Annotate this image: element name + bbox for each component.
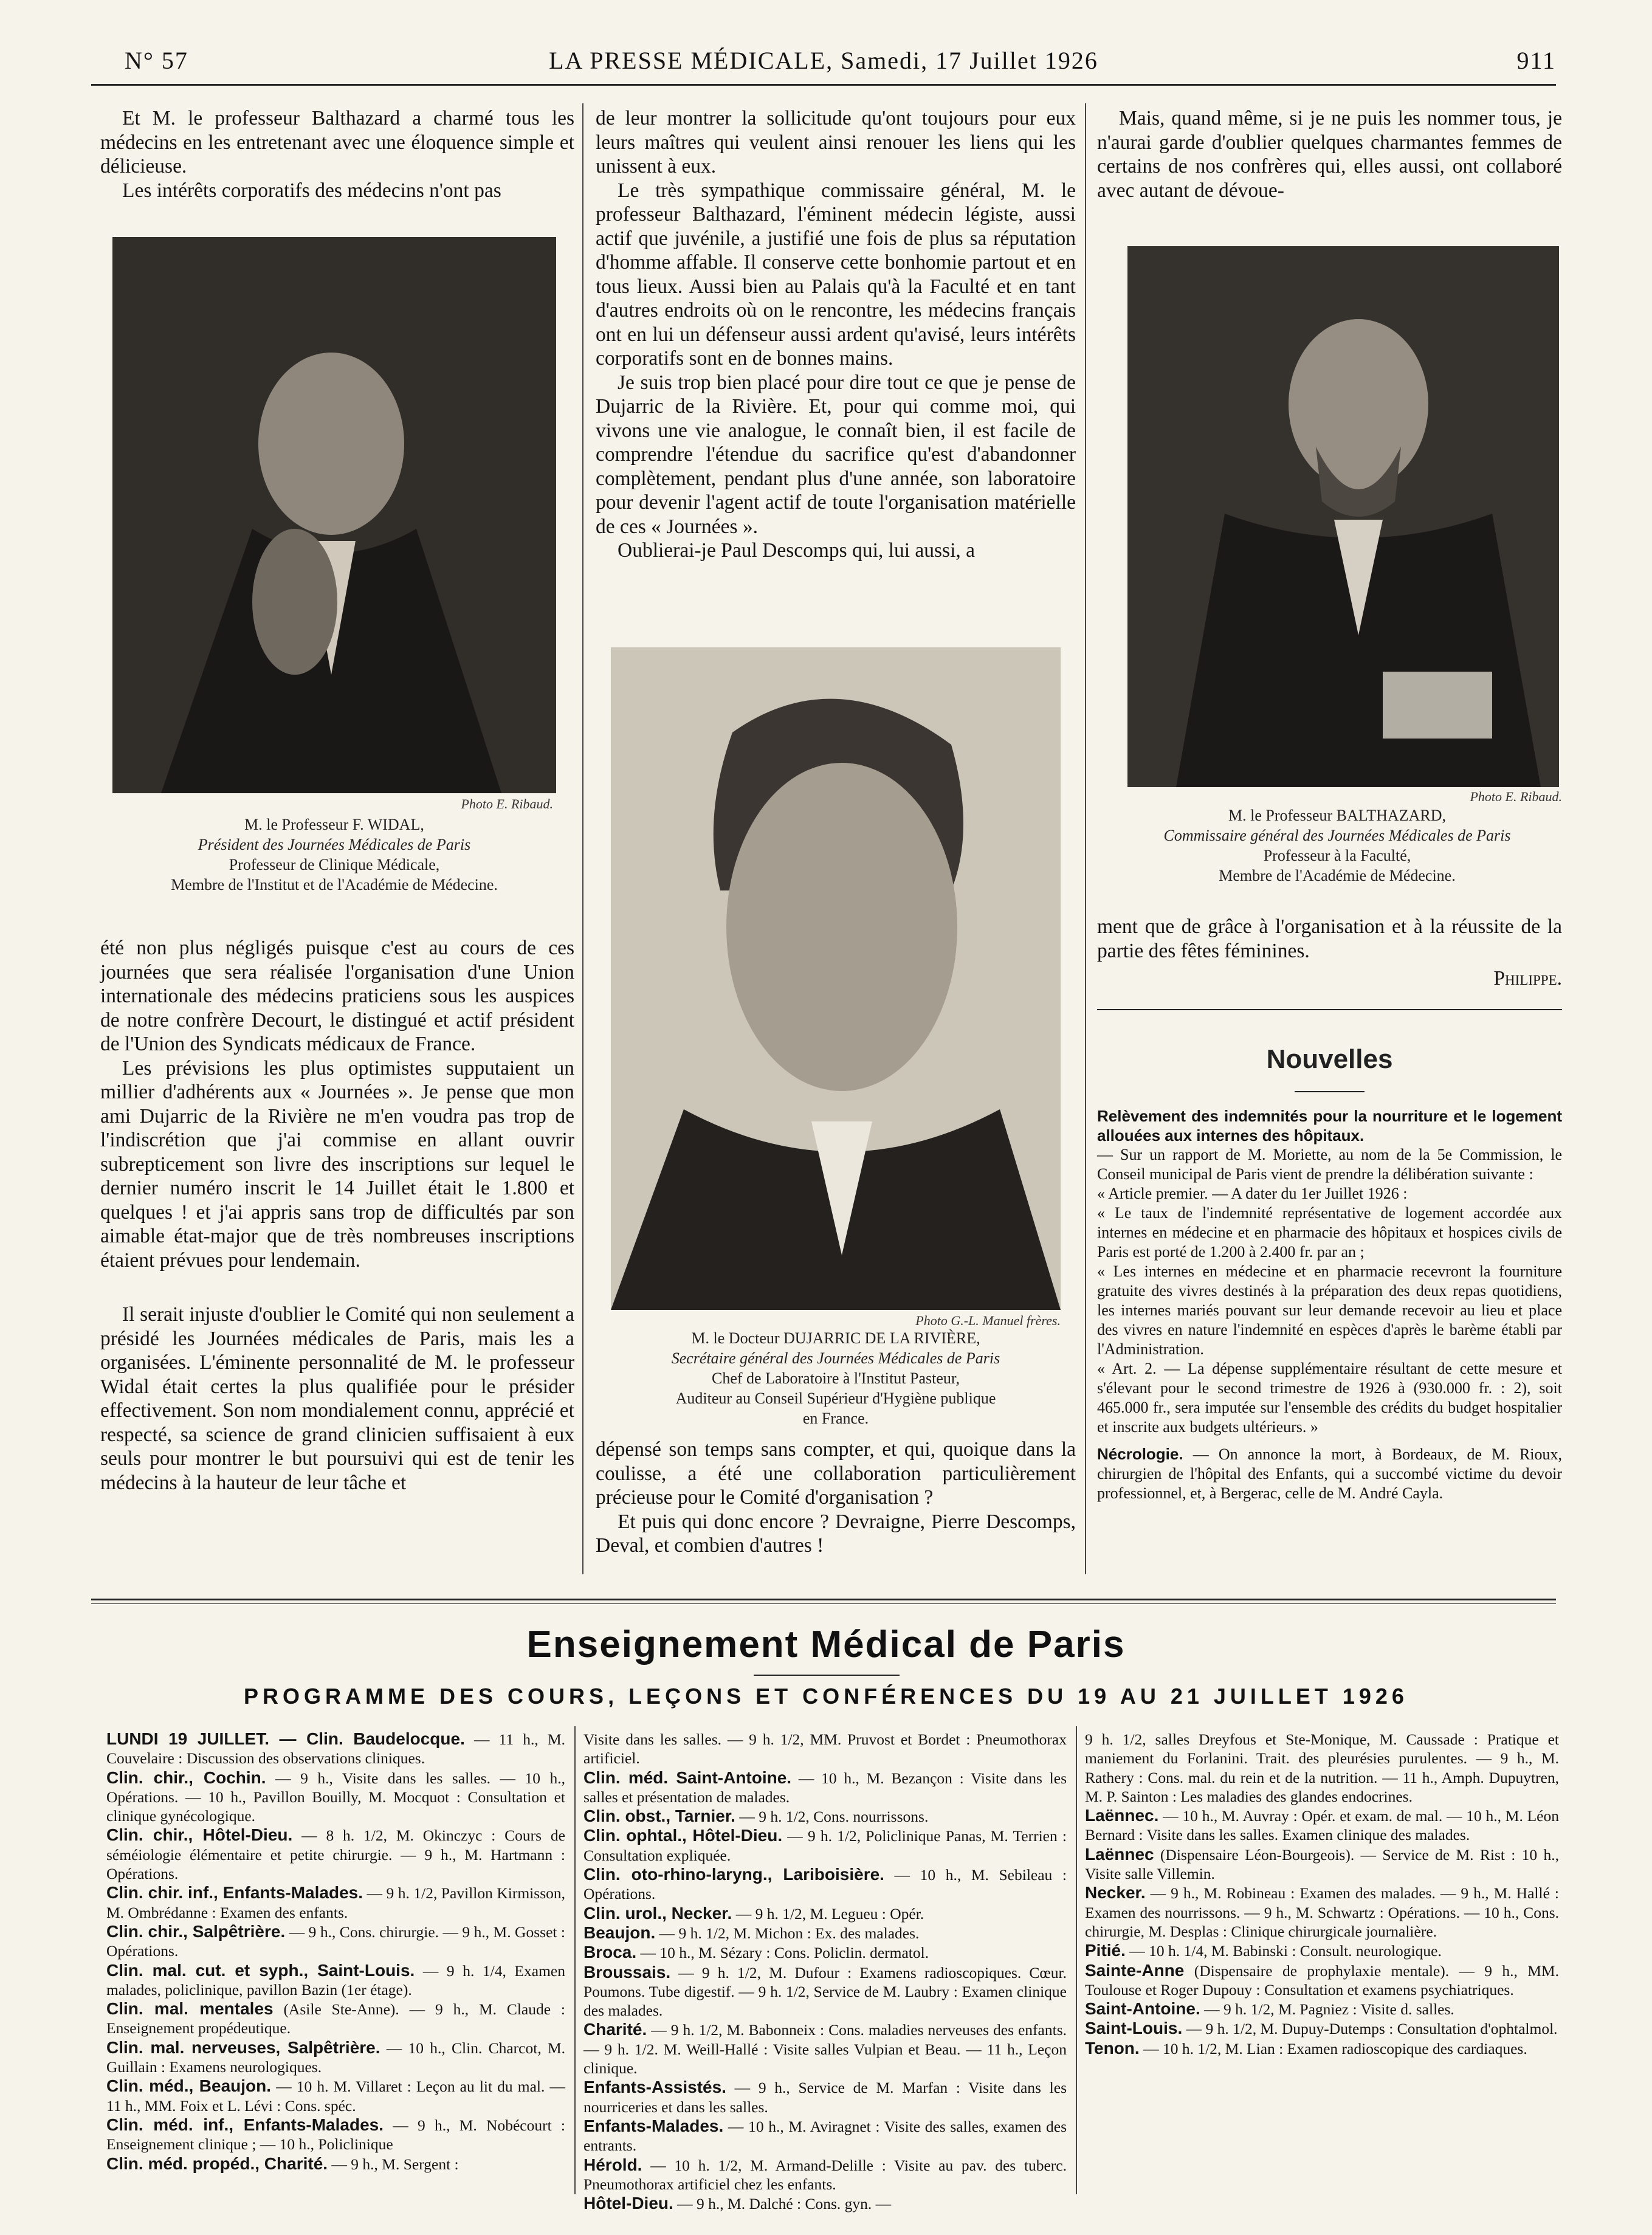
caption-widal (106, 814, 562, 895)
program-entry (1085, 1883, 1559, 1941)
paragraph: Et M. le professeur Balthazard a charmé tous les médecins en les entretenant avec une éloquence simple et délicieuse. (100, 107, 574, 177)
program-entry-text: — 10 h., Clin. Charcot, M. Guillain : Examens neurologiques. (106, 2039, 565, 2076)
photo-dujarric (611, 647, 1061, 1310)
program-entry-text: — 9 h. 1/2, M. Pagniez : Visite d. salles. (1200, 2000, 1454, 2019)
program-entry (106, 1768, 565, 1826)
program-entry (583, 1806, 1067, 1826)
program-entry-lead: Enfants-Malades. (583, 2116, 724, 2135)
program-entry-lead: Clin. urol., Necker. (583, 1903, 732, 1923)
paragraph: de leur montrer la sollicitude qu'ont toujours pour eux leurs maîtres qui veulent ainsi renouer les liens qui les unissent à eux. (596, 107, 1076, 177)
program-entry (583, 1826, 1067, 1865)
program-entry-lead: Hérold. (583, 2155, 642, 2174)
column-3-bottom (1097, 915, 1562, 991)
news-headline: Relèvement des indemnités pour la nourriture et le logement allouées aux internes des hôpitaux. (1097, 1107, 1562, 1145)
program-entry-lead: Sainte-Anne (1085, 1960, 1185, 1980)
paragraph: Il serait injuste d'oublier le Comité qui non seulement a présidé les Journées médicales de Paris, mais les a organisées. L'éminente personnalité de M. le professeur Widal était certes la plus qualifiée pour le présider effectivement. Son nom mondialement connu, apprécié et respecté, sa science de grand clinicien suffisaient à eux seuls pour montrer le but poursuivi qui est de tenir les médecins à la hauteur de leur tâche et (100, 1303, 574, 1494)
program-entry-text: — 10 h. 1/2, M. Armand-Delille : Visite au pav. des tuberc. Pneumothorax artificiel chez les enfants. (583, 2156, 1067, 2193)
photo-widal (112, 237, 556, 793)
program-entry (583, 1963, 1067, 2020)
nouvelles-rule (1097, 1009, 1562, 1010)
program-entry-lead: Broca. (583, 1943, 637, 1962)
issue-number: N° 57 (125, 47, 188, 74)
program-entry-text: — 9 h. 1/2, Policlinique Panas, M. Terrien : Consultation expliquée. (583, 1827, 1067, 1864)
paragraph: été non plus négligés puisque c'est au cours de ces journées que sera réalisée l'organisation d'une Union internationale des médecins praticiens sous les auspices de notre confrère Decourt, le distingué et actif président de l'Union des Syndicats médicaux de France. (100, 937, 574, 1055)
program-entry-lead: Pitié. (1085, 1941, 1126, 1960)
column-2-bottom (596, 1438, 1076, 1558)
program-entry-text: (Dispensaire de prophylaxie mentale). — 9 h., MM. Toulouse et Roger Dupouy : Consultation et examens psychiatriques. (1085, 1961, 1559, 1999)
paragraph: Je suis trop bien placé pour dire tout ce que je pense de Dujarric de la Rivière. Et, pour qui comme moi, qui vivons une vie analogue, le connaît bien, il est facile de comprendre l'étendue du sacrifice qu'est d'abandonner complètement, pendant plus d'une année, son laboratoire pour devenir l'agent actif de toute l'organisation matérielle de ces « Journées ». (596, 371, 1076, 538)
program-entry-text: — 8 h. 1/2, M. Okinczyc : Cours de séméiologie élémentaire et petite chirurgie. — 9 h., M. Hartmann : Opérations. (106, 1827, 565, 1883)
program-entry-text: — 9 h., M. Robineau : Examen des malades. — 9 h., M. Hallé : Examen des nourrissons. — 9 h., M. Schwartz : Opérations. — 10 h., Cons. chirurgie, M. Desplas : Clinique chirurgicale journalière. (1085, 1884, 1559, 1940)
program-entry-text: Visite dans les salles. — 9 h. 1/2, MM. Pruvost et Bordet : Pneumothorax artificiel. (583, 1730, 1067, 1768)
program-entry-lead: Clin. méd., Beaujon. (106, 2076, 272, 2096)
prog-column-rule-1 (574, 1726, 576, 2194)
program-entry-text: — 9 h., M. Sergent : (328, 2155, 459, 2173)
program-entry (583, 2116, 1067, 2155)
program-entry (1085, 2019, 1559, 2038)
program-entry-lead: Clin. ophtal., Hôtel-Dieu. (583, 1826, 783, 1845)
program-entry-text: — 9 h., Service de M. Marfan : Visite dans les nourriceries et dans les salles. (583, 2079, 1067, 2116)
program-entry-lead: Clin. obst., Tarnier. (583, 1806, 735, 1826)
column-1-bottom (100, 936, 574, 1495)
caption-role: Président des Journées Médicales de Paris (198, 836, 471, 853)
program-entry-text: — 10 h. M. Villaret : Leçon au lit du mal. — 11 h., MM. Foix et L. Lévi : Cons. spéc. (106, 2078, 565, 2115)
news-text: « Art. 2. — La dépense supplémentaire résultant de cette mesure et s'élevant pour le second trimestre de 1926 à (930.000 fr. : 2), soit 465.000 fr., sera imputée sur l'ensemble des crédits du budget hospitalier et inscrite aux budgets ultérieurs. » (1097, 1360, 1562, 1436)
program-entry (1085, 1961, 1559, 2000)
program-entry-text: — 11 h., M. Couvelaire : Discussion des observations cliniques. (106, 1730, 565, 1768)
enseignement-title: Enseignement Médical de Paris (526, 1624, 1126, 1665)
program-entry (1085, 1806, 1559, 1845)
program-entry-text: — 9 h., M. Dalché : Cons. gyn. — (673, 2195, 892, 2213)
program-entry (583, 2020, 1067, 2078)
photo-credit-balthazard: Photo E. Ribaud. (1470, 789, 1562, 804)
news-item-necrologie (1097, 1444, 1562, 1503)
caption-name: M. le Docteur DUJARRIC DE LA RIVIÈRE, (691, 1329, 980, 1347)
program-entry-lead: Clin. mal. cut. et syph., Saint-Louis. (106, 1960, 415, 1980)
section-rule-top-2 (91, 1603, 1556, 1604)
paragraph: Les intérêts corporatifs des médecins n'ont pas (122, 179, 501, 202)
caption-line: Professeur de Clinique Médicale, (229, 856, 440, 873)
news-text: « Le taux de l'indemnité représentative de logement accordée aux internes en médecine et en pharmacie des hôpitaux et hospices civils de Paris est porté de 1.200 à 2.400 fr. par an ; (1097, 1204, 1562, 1261)
news-text: — Sur un rapport de M. Moriette, au nom de la 5e Commission, le Conseil municipal de Paris vient de prendre la délibération suivante : (1097, 1146, 1562, 1183)
section-rule-top (91, 1599, 1556, 1600)
program-entry-text: (Dispensaire Léon-Bourgeois). — Service de M. Rist : 10 h., Visite salle Villemin. (1085, 1845, 1559, 1883)
program-entry-lead: Tenon. (1085, 2038, 1140, 2058)
program-entry-text: 9 h. 1/2, salles Dreyfous et Ste-Monique, M. Caussade : Pratique et maniement du Forlanini. Trait. des pleurésies purulentes. — 9 h., M. Rathery : Cons. mal. du rein et de la nutrition. — 11 h., Amph. Dupuytren, M. P. Sainton : Les maladies des glandes endocrines. (1085, 1730, 1559, 1805)
caption-line: Membre de l'Institut et de l'Académie de Médecine. (171, 876, 498, 894)
program-entry (583, 1923, 1067, 1943)
nouvelles-title: Nouvelles (1266, 1044, 1393, 1074)
paragraph: dépensé son temps sans compter, et qui, quoique dans la coulisse, a été une collaboration particulièrement précieuse pour le Comité d'organisation ? (596, 1438, 1076, 1509)
program-entry-lead: Clin. mal. mentales (106, 1999, 274, 2019)
program-entry-lead: Clin. méd. propéd., Charité. (106, 2154, 328, 2173)
enseignement-subtitle: PROGRAMME DES COURS, LEÇONS ET CONFÉRENCES DU 19 AU 21 JUILLET 1926 (244, 1684, 1408, 1709)
program-entry-text: (Asile Ste-Anne). — 9 h., M. Claude : Enseignement propédeutique. (106, 2000, 566, 2037)
program-entry (583, 1729, 1067, 1768)
program-entry-lead: Clin. chir. inf., Enfants-Malades. (106, 1883, 363, 1903)
paragraph: ment que de grâce à l'organisation et à la réussite de la partie des fêtes féminines. (1097, 915, 1562, 962)
program-entry (106, 1999, 565, 2038)
program-entry-text: — 9 h., Cons. chirurgie. — 9 h., M. Gosset : Opérations. (106, 1923, 566, 1960)
program-entry (106, 1961, 565, 2000)
program-entry-text: — 10 h., M. Sebileau : Opérations. (583, 1866, 1067, 1903)
program-entry-text: — 9 h. 1/2, M. Michon : Ex. des malades. (655, 1924, 920, 1942)
program-entry-text: — 9 h., Visite dans les salles. — 10 h., Opérations. — 10 h., Pavillon Bouilly, M. Mocquot : Consultation et clinique gynécologique. (106, 1769, 566, 1825)
program-column-2 (583, 1729, 1067, 2213)
author-signature: Philippe. (1493, 967, 1562, 990)
caption-line: Chef de Laboratoire à l'Institut Pasteur, (712, 1369, 960, 1387)
program-entry-text: — 10 h., M. Sézary : Cons. Policlin. dermatol. (636, 1944, 929, 1962)
program-entry-text: — 9 h. 1/2, Cons. nourrissons. (735, 1808, 929, 1826)
program-entry (1085, 1729, 1559, 1806)
paragraph: Les prévisions les plus optimistes supputaient un millier d'adhérents aux « Journées ». Je pense que mon ami Dujarric de la Rivière ne m'en voudra pas trop de l'indiscrétion que j'ai commise en allant ouvrir subrepticement son livre des inscriptions sur lequel le dernier numéro inscrit le 14 Juillet était le 1.800 et quelques ! et j'ai appris sans trop de difficultés par son aimable état-major que de très nombreuses inscriptions étaient prévues pour lendemain. (100, 1056, 574, 1272)
program-entry (106, 1729, 565, 1768)
program-entry-text: — 9 h. 1/2, M. Dupuy-Dutemps : Consultation d'ophtalmol. (1182, 2020, 1558, 2038)
program-entry-text: — 9 h. 1/2, M. Legueu : Opér. (732, 1904, 924, 1923)
program-entry (583, 2155, 1067, 2194)
program-entry (583, 1943, 1067, 1962)
program-entry (106, 2038, 565, 2077)
caption-balthazard (1106, 805, 1568, 886)
program-entry-lead: Charité. (583, 2020, 647, 2039)
program-entry (583, 2194, 1067, 2213)
program-entry-lead: Clin. oto-rhino-laryng., Lariboisière. (583, 1865, 884, 1884)
program-entry-text: — 9 h. 1/2, Pavillon Kirmisson, M. Ombrédanne : Examen des enfants. (106, 1884, 565, 1921)
news-text: « Les internes en médecine et en pharmacie recevront la fourniture gratuite des vivres destinés à la préparation des deux repas quotidiens, les internes mariés pouvant sur leur demande recevoir au lieu et place des vivres en nature l'indemnité en espèces d'après le barème établi par l'Administration. (1097, 1262, 1562, 1358)
program-entry-lead: Beaujon. (583, 1923, 656, 1942)
journal-title: LA PRESSE MÉDICALE, Samedi, 17 Juillet 1926 (549, 47, 1098, 74)
program-entry-text: — 10 h., M. Bezançon : Visite dans les salles et présentation de malades. (583, 1769, 1067, 1806)
column-2-top (596, 106, 1076, 563)
program-entry (106, 1825, 565, 1883)
program-entry-lead: Enfants-Assistés. (583, 2078, 726, 2097)
paragraph: Et puis qui donc encore ? Devraigne, Pierre Descomps, Deval, et combien d'autres ! (596, 1510, 1076, 1557)
column-rule-1 (582, 103, 583, 1574)
program-entry (106, 2115, 565, 2154)
paragraph: Oublierai-je Paul Descomps qui, lui aussi, a (618, 539, 976, 562)
paragraph: Le très sympathique commissaire général, M. le professeur Balthazard, l'éminent médecin légiste, aussi actif que juvénile, a justifié une fois de plus sa réputation d'homme affable. Il conserve cette bonhomie partout et en tous lieux. Aussi bien au Palais qu'à la Faculté et en tant d'autres endroits où on le rencontre, les médecins français ont en lui un défenseur aussi ardent qu'avisé, leurs intérêts corporatifs sont en de bonnes mains. (596, 179, 1076, 370)
program-entry-text: — 10 h. 1/4, M. Babinski : Consult. neurologique. (1125, 1942, 1442, 1960)
caption-role: Secrétaire général des Journées Médicales de Paris (671, 1349, 1000, 1367)
program-entry (583, 1904, 1067, 1923)
program-entry-text: — 9 h. 1/2, M. Babonneix : Cons. maladies nerveuses des enfants. — 9 h. 1/2. M. Weill-Hallé : Visite salles Vulpian et Beau. — 11 h., Leçon clinique. (583, 2021, 1067, 2078)
program-entry-lead: Clin. chir., Salpêtrière. (106, 1921, 286, 1941)
program-entry (1085, 1999, 1559, 2019)
enseignement-title-underline (754, 1675, 900, 1676)
program-entry-lead: Saint-Louis. (1085, 2019, 1183, 2038)
program-entry (1085, 1941, 1559, 1960)
news-text: « Article premier. — A dater du 1er Juillet 1926 : (1097, 1185, 1408, 1202)
program-entry-lead: Broussais. (583, 1962, 671, 1982)
program-entry (1085, 1845, 1559, 1884)
page-header (91, 41, 1556, 86)
program-entry (583, 1768, 1067, 1807)
column-1-top (100, 106, 574, 202)
column-rule-2 (1085, 103, 1086, 1574)
caption-line: Auditeur au Conseil Supérieur d'Hygiène publique (675, 1390, 996, 1407)
program-entry-text: — 10 h., M. Aviragnet : Visite des salles, examen des entrants. (583, 2117, 1067, 2155)
caption-role: Commissaire général des Journées Médicales de Paris (1163, 827, 1511, 844)
program-entry-lead: Clin. chir., Cochin. (106, 1768, 266, 1787)
photo-credit-dujarric: Photo G.-L. Manuel frères. (915, 1313, 1061, 1328)
program-entry (106, 1883, 565, 1922)
program-entry-lead: Laënnec. (1085, 1806, 1159, 1825)
program-entry-lead: Laënnec (1085, 1844, 1154, 1864)
program-entry (106, 2076, 565, 2115)
nouvelles-body (1097, 1106, 1562, 1503)
program-entry (106, 1922, 565, 1961)
caption-line: Professeur à la Faculté, (1263, 847, 1411, 864)
program-column-1 (106, 1729, 565, 2174)
program-entry-text: — 10 h., M. Auvray : Opér. et exam. de mal. — 10 h., M. Léon Bernard : Visite dans les salles. Examen clinique des malades. (1085, 1807, 1559, 1844)
program-entry-lead: Clin. méd. inf., Enfants-Malades. (106, 2115, 384, 2134)
program-entry-lead: Clin. chir., Hôtel-Dieu. (106, 1825, 293, 1845)
program-entry-lead: Necker. (1085, 1883, 1146, 1903)
news-text: — On annonce la mort, à Bordeaux, de M. Rioux, chirurgien de l'hôpital des Enfants, qui a succombé victime du devoir professionnel, et, à Bergerac, celle de M. André Cayla. (1097, 1445, 1563, 1502)
caption-line: en France. (802, 1410, 869, 1427)
program-entry-lead: LUNDI 19 JUILLET. — Clin. Baudelocque. (106, 1729, 465, 1748)
photo-credit-widal: Photo E. Ribaud. (461, 796, 553, 811)
program-entry (583, 2078, 1067, 2116)
program-entry (1085, 2039, 1559, 2058)
column-3-top (1097, 106, 1562, 202)
caption-line: Membre de l'Académie de Médecine. (1219, 867, 1456, 884)
program-entry (106, 2154, 565, 2174)
photo-balthazard (1127, 246, 1559, 787)
program-entry-text: — 9 h. 1/4, Examen malades, policlinique, pavillon Bazin (1er étage). (106, 1961, 565, 1999)
caption-dujarric (605, 1328, 1067, 1428)
program-entry-lead: Saint-Antoine. (1085, 1999, 1200, 2019)
program-entry-lead: Hôtel-Dieu. (583, 2194, 673, 2213)
caption-name: M. le Professeur F. WIDAL, (244, 816, 424, 833)
paragraph: Mais, quand même, si je ne puis les nommer tous, je n'aurai garde d'oublier quelques charmantes femmes de certains de nos confrères qui, elles aussi, ont collaboré avec autant de dévoue- (1097, 107, 1562, 202)
program-entry-text: — 9 h. 1/2, M. Dufour : Examens radioscopiques. Cœur. Poumons. Tube digestif. — 9 h. 1/2, Service de M. Laubry : Examen clinique des malades. (583, 1963, 1067, 2020)
caption-name: M. le Professeur BALTHAZARD, (1228, 807, 1446, 824)
nouvelles-title-underline (1295, 1091, 1365, 1092)
prog-column-rule-2 (1076, 1726, 1077, 2194)
program-entry-text: — 9 h., M. Nobécourt : Enseignement clinique ; — 10 h., Policlinique (106, 2116, 565, 2154)
program-entry-text: — 10 h. 1/2, M. Lian : Examen radioscopique des cardiaques. (1139, 2039, 1527, 2058)
news-headline: Nécrologie. (1097, 1445, 1183, 1463)
page-number: 911 (1516, 47, 1556, 74)
program-entry (583, 1865, 1067, 1904)
program-entry-lead: Clin. mal. nerveuses, Salpêtrière. (106, 2037, 380, 2057)
program-entry-lead: Clin. méd. Saint-Antoine. (583, 1768, 792, 1787)
program-column-3 (1085, 1729, 1559, 2058)
